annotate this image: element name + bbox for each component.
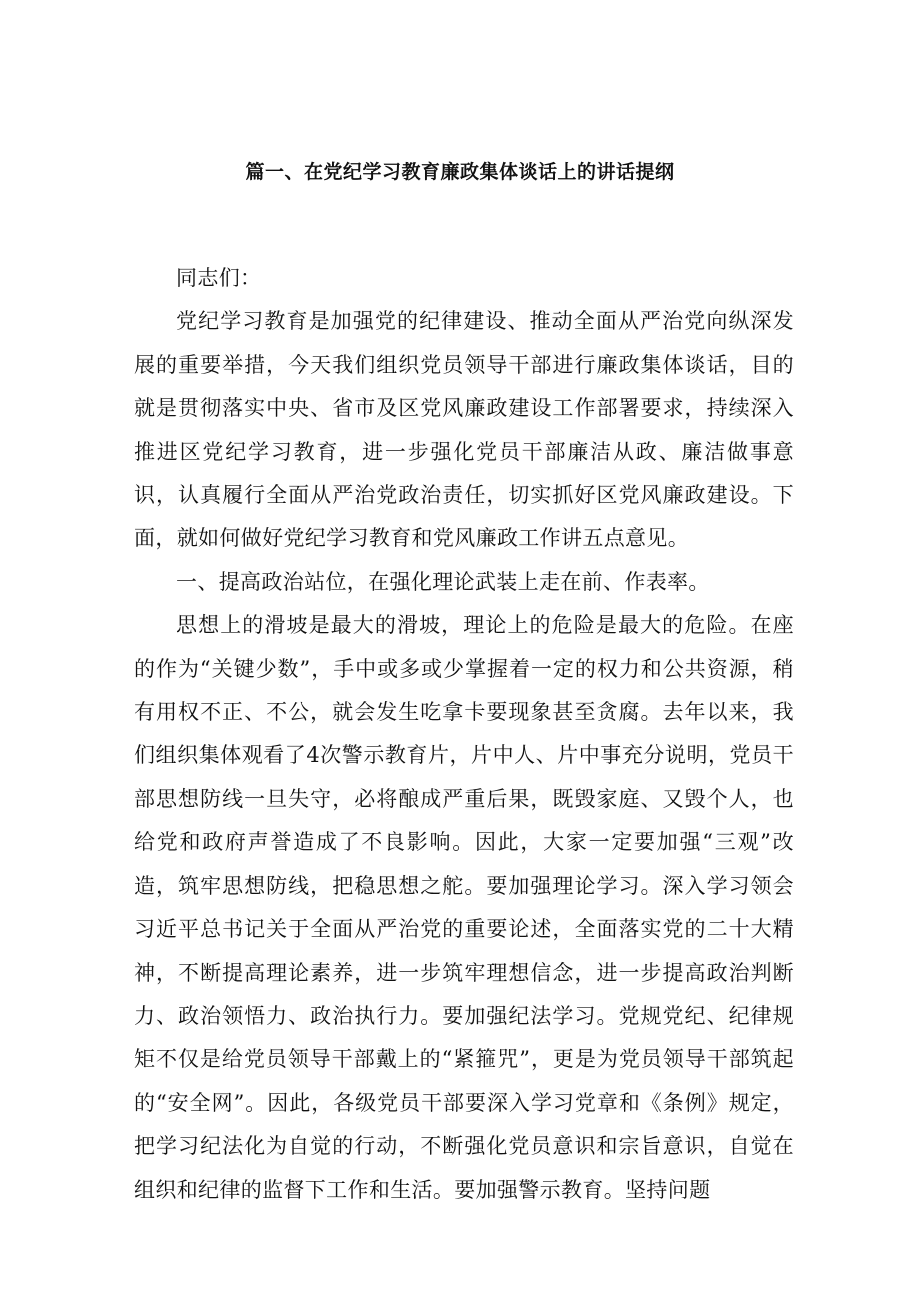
document-body bbox=[134, 257, 794, 1212]
salutation-paragraph: 同志们： bbox=[176, 266, 262, 290]
section-heading: 一、提高政治站位，在强化理论武装上走在前、作表率。 bbox=[176, 569, 710, 594]
body-paragraph: 思想上的滑坡是最大的滑坡，理论上的危险是最大的危险。在座的作为“关键少数”，手中或多或少掌握着一定的权力和公共资源，稍有用权不正、不公，就会发生吃拿卡要现象甚至贪腐。去年以来，我们组织集体观看了4次警示教育片，片中人、片中事充分说明，党员干部思想防线一旦失守，必将酿成严重后果，既毁家庭、又毁个人，也给党和政府声誉造成了不良影响。因此，大家一定要加强“三观”改造，筑牢思想防线，把稳思想之舵。要加强理论学习。深入学习领会习近平总书记关于全面从严治党的重要论述，全面落实党的二十大精神，不断提高理论素养，进一步筑牢理想信念，进一步提高政治判断力、政治领悟力、政治执行力。要加强纪法学习。党规党纪、纪律规矩不仅是给党员领导干部戴上的“紧箍咒”，更是为党员领导干部筑起的“安全网”。因此，各级党员干部要深入学习党章和《条例》规定，把学习纪法化为自觉的行动，不断强化党员意识和宗旨意识，自觉在组织和纪律的监督下工作和生活。要加强警示教育。坚持问题 bbox=[134, 613, 794, 1202]
intro-paragraph: 党纪学习教育是加强党的纪律建设、推动全面从严治党向纵深发展的重要举措，今天我们组织党员领导干部进行廉政集体谈话，目的就是贯彻落实中央、省市及区党风廉政建设工作部署要求，持续深入推进区党纪学习教育，进一步强化党员干部廉洁从政、廉洁做事意识，认真履行全面从严治党政治责任，切实抓好区党风廉政建设。下面，就如何做好党纪学习教育和党风廉政工作讲五点意见。 bbox=[134, 309, 794, 551]
document-title: 篇一、在党纪学习教育廉政集体谈话上的讲话提纲 bbox=[245, 161, 675, 183]
